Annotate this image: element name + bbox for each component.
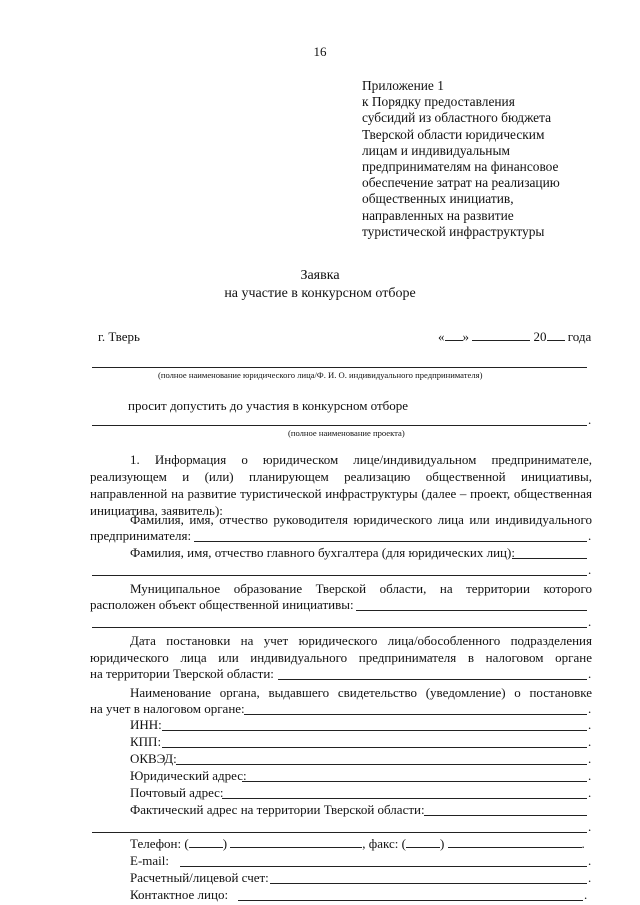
inn-label: ИНН: (130, 717, 162, 732)
postal-address-label: Почтовый адрес: (130, 785, 224, 800)
appendix-line: обеспечение затрат на реализацию (362, 175, 560, 191)
email-dot: . (588, 853, 592, 868)
head-name-label: предпринимателя: (90, 528, 192, 543)
postal-address-line[interactable] (222, 798, 587, 799)
head-name-line[interactable] (194, 541, 587, 542)
contact-label: Контактное лицо: (130, 887, 229, 902)
municipality-line-2[interactable] (92, 627, 587, 628)
legal-address-dot: . (588, 768, 592, 783)
appendix-line: лицам и индивидуальным (362, 142, 510, 158)
tax-line[interactable] (278, 679, 587, 680)
applicant-caption: (полное наименование юридического лица/Ф. И. О. индивидуального предпринимателя) (158, 370, 483, 380)
date-open-quote: « (438, 329, 445, 344)
project-line-dot: . (588, 412, 592, 427)
phone-close-paren: ) (222, 836, 228, 851)
head-name-text: Фамилия, имя, отчество руководителя юридического лица или индивидуального (130, 512, 592, 527)
fax-label: , факс: ( (362, 836, 406, 851)
appendix-line: предпринимателям на финансовое (362, 159, 559, 175)
kpp-dot: . (588, 734, 592, 749)
organ-label: на учет в налоговом органе: (90, 701, 245, 716)
project-name-line[interactable] (92, 425, 587, 426)
year-suffix: года (567, 329, 592, 344)
phone-number-blank[interactable] (230, 836, 362, 848)
inn-dot: . (588, 717, 592, 732)
kpp-label: КПП: (130, 734, 162, 749)
accountant-line[interactable] (512, 558, 587, 559)
tax-text-1: Дата постановки на учет юридического лица/обособленного подразделения (130, 633, 592, 648)
head-name-dot: . (588, 528, 592, 543)
day-blank[interactable] (445, 329, 463, 341)
city-label: г. Тверь (98, 329, 140, 344)
actual-address-line-2[interactable] (92, 832, 587, 833)
appendix-line: субсидий из областного бюджета (362, 110, 552, 126)
appendix-line: Тверской области юридическим (362, 126, 545, 142)
fax-code-blank[interactable] (406, 836, 440, 848)
appendix-line: туристической инфраструктуры (362, 223, 545, 239)
organ-text: Наименование органа, выдавшего свидетельство (уведомление) о постановке (130, 685, 592, 700)
municipality-label: расположен объект общественной инициативы: (90, 597, 354, 612)
inn-line[interactable] (162, 730, 587, 731)
organ-dot: . (588, 701, 592, 716)
contact-line[interactable] (238, 900, 583, 901)
phone-fax-dot: . (581, 836, 585, 851)
tax-label: на территории Тверской области: (90, 666, 274, 681)
accountant-line-2[interactable] (92, 575, 587, 576)
form-subtitle: на участие в конкурсном отборе (224, 286, 416, 301)
fax-number-blank[interactable] (448, 836, 582, 848)
month-blank[interactable] (472, 329, 530, 341)
kpp-line[interactable] (162, 747, 587, 748)
email-label: E-mail: (130, 853, 169, 868)
phone-label: Телефон: ( (130, 836, 189, 851)
municipality-line[interactable] (356, 610, 587, 611)
municipality-dot: . (588, 614, 592, 629)
actual-address-line[interactable] (424, 815, 587, 816)
legal-address-line[interactable] (242, 781, 587, 782)
fax-close-paren: ) (439, 836, 445, 851)
contact-dot: . (584, 887, 588, 902)
appendix-line: общественных инициатив, (362, 191, 514, 207)
postal-address-dot: . (588, 785, 592, 800)
legal-address-label: Юридический адрес: (130, 768, 247, 783)
accountant-label: Фамилия, имя, отчество главного бухгалтера (для юридических лиц): (130, 545, 515, 560)
page-number: 16 (313, 44, 327, 59)
okved-label: ОКВЭД: (130, 751, 177, 766)
actual-address-dot: . (588, 819, 592, 834)
appendix-block (362, 78, 632, 240)
asks-text: просит допустить до участия в конкурсном отборе (128, 398, 409, 413)
email-line[interactable] (180, 866, 587, 867)
account-line[interactable] (270, 883, 587, 884)
account-dot: . (588, 870, 592, 885)
okved-line[interactable] (176, 764, 587, 765)
appendix-line: к Порядку предоставления (362, 94, 515, 110)
section1-paragraph: 1. Информация о юридическом лице/индивидуальном предпринимателе, реализующем и (или) планирующем реализацию общественной инициативы, направленной на развитие туристической инфраструктуры (далее – проект, общественная инициатива, заявитель): (90, 452, 592, 518)
applicant-name-line[interactable] (92, 367, 587, 368)
appendix-line: направленных на развитие (362, 207, 514, 223)
organ-line[interactable] (244, 714, 587, 715)
phone-fax-row (130, 836, 585, 852)
year-prefix: 20 (533, 329, 547, 344)
municipality-text: Муниципальное образование Тверской области, на территории которого (130, 581, 592, 596)
project-caption: (полное наименование проекта) (288, 428, 405, 438)
account-label: Расчетный/лицевой счет: (130, 870, 269, 885)
tax-text-2: юридического лица или индивидуального предпринимателя в налоговом органе (90, 650, 592, 665)
tax-dot: . (588, 666, 592, 681)
year-blank[interactable] (547, 329, 565, 341)
appendix-line: Приложение 1 (362, 78, 444, 93)
form-title: Заявка (300, 268, 340, 283)
date-close-quote: » (462, 329, 469, 344)
actual-address-label: Фактический адрес на территории Тверской области: (130, 802, 425, 817)
phone-code-blank[interactable] (189, 836, 223, 848)
accountant-dot: . (588, 562, 592, 577)
okved-dot: . (588, 751, 592, 766)
date-field[interactable] (438, 329, 591, 345)
